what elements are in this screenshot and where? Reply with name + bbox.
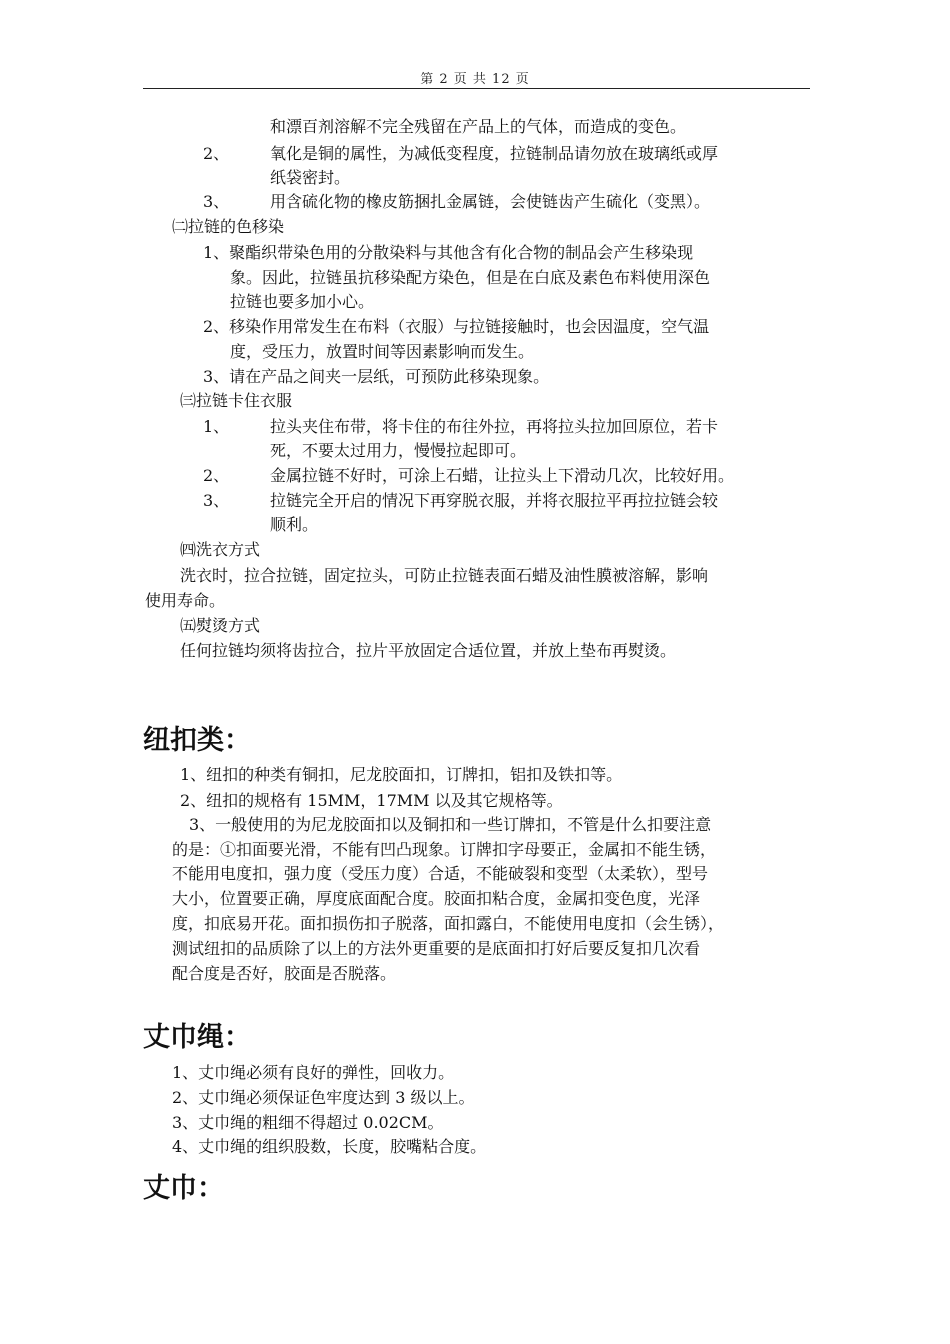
heading-scarf: 丈巾： [143, 1173, 224, 1204]
zipper-stuck-3-line-1: 拉链完全开启的情况下再穿脱衣服，并将衣服拉平再拉拉链会较 [270, 491, 719, 510]
section-heading-washing: ㈣洗衣方式 [180, 540, 261, 559]
zipper-item-2-line-1: 氧化是铜的属性，为减低变程度，拉链制品请勿放在玻璃纸或厚 [270, 144, 719, 163]
zipper-item-2-line-2: 纸袋密封。 [270, 168, 351, 187]
cord-item-1: 1、丈巾绳必须有良好的弹性，回收力。 [172, 1063, 455, 1082]
color-migration-2-line-1: 2、移染作用常发生在布料（衣服）与拉链接触时，也会因温度，空气温 [203, 317, 710, 336]
zipper-stuck-1-line-1: 拉头夹住布带，将卡住的布往外拉，再将拉头拉加回原位，若卡 [270, 417, 719, 436]
washing-line-2: 使用寿命。 [145, 591, 226, 610]
buttons-item-3-line-7: 配合度是否好，胶面是否脱落。 [172, 964, 397, 983]
zipper-item-number-2: 2、 [203, 144, 230, 163]
washing-line-1: 洗衣时，拉合拉链，固定拉头，可防止拉链表面石蜡及油性膜被溶解，影响 [180, 566, 709, 585]
buttons-item-3-line-3: 不能用电度扣，强力度（受压力度）合适，不能破裂和变型（太柔软），型号 [172, 864, 709, 883]
buttons-item-3-line-6: 测试纽扣的品质除了以上的方法外更重要的是底面扣打好后要反复扣几次看 [172, 939, 701, 958]
buttons-item-3-line-1: 3、一般使用的为尼龙胶面扣以及铜扣和一些订牌扣，不管是什么扣要注意 [189, 815, 712, 834]
zipper-stuck-3-line-2: 顺利。 [270, 515, 319, 534]
buttons-item-3-line-2: 的是：①扣面要光滑，不能有凹凸现象。订牌扣字母要正，金属扣不能生锈， [172, 840, 717, 859]
zipper-stuck-number-1: 1、 [203, 417, 230, 436]
color-migration-2-line-2: 度，受压力，放置时间等因素影响而发生。 [230, 342, 535, 361]
zipper-stuck-1-line-2: 死，不要太过用力，慢慢拉起即可。 [270, 441, 527, 460]
color-migration-1-line-2: 象。因此，拉链虽抗移染配方染色，但是在白底及素色布料使用深色 [230, 268, 711, 287]
heading-cord: 丈巾绳： [143, 1022, 251, 1053]
zipper-line-1: 和漂百剂溶解不完全残留在产品上的气体，而造成的变色。 [270, 117, 687, 136]
cord-item-3: 3、丈巾绳的粗细不得超过 0.02CM。 [172, 1113, 444, 1132]
heading-buttons: 纽扣类： [143, 725, 251, 756]
zipper-stuck-2: 金属拉链不好时，可涂上石蜡，让拉头上下滑动几次，比较好用。 [270, 466, 735, 485]
buttons-item-1: 1、纽扣的种类有铜扣，尼龙胶面扣，订牌扣，铝扣及铁扣等。 [180, 765, 623, 784]
zipper-item-number-3: 3、 [203, 192, 230, 211]
buttons-item-3-line-5: 度，扣底易开花。面扣损伤扣子脱落，面扣露白，不能使用电度扣（会生锈）， [172, 914, 725, 933]
zipper-item-3: 用含硫化物的橡皮筋捆扎金属链，会使链齿产生硫化（变黑）。 [270, 192, 711, 211]
cord-item-4: 4、丈巾绳的组织股数，长度，胶嘴粘合度。 [172, 1137, 487, 1156]
section-heading-color-migration: ㈡拉链的色移染 [172, 217, 285, 236]
color-migration-1-line-1: 1、聚酯织带染色用的分散染料与其他含有化合物的制品会产生移染现 [203, 243, 694, 262]
zipper-stuck-number-3: 3、 [203, 491, 230, 510]
buttons-item-3-line-4: 大小，位置要正确，厚度底面配合度。胶面扣粘合度，金属扣变色度，光泽 [172, 889, 701, 908]
color-migration-3: 3、请在产品之间夹一层纸，可预防此移染现象。 [203, 367, 550, 386]
section-heading-ironing: ㈤熨烫方式 [180, 616, 261, 635]
ironing-line-1: 任何拉链均须将齿拉合，拉片平放固定合适位置，并放上垫布再熨烫。 [180, 641, 677, 660]
header-divider [143, 88, 810, 89]
section-heading-zipper-stuck: ㈢拉链卡住衣服 [180, 391, 293, 410]
zipper-stuck-number-2: 2、 [203, 466, 230, 485]
page-number-header: 第 2 页 共 12 页 [420, 72, 530, 87]
buttons-item-2: 2、纽扣的规格有 15MM，17MM 以及其它规格等。 [180, 791, 563, 810]
color-migration-1-line-3: 拉链也要多加小心。 [230, 292, 375, 311]
cord-item-2: 2、丈巾绳必须保证色牢度达到 3 级以上。 [172, 1088, 475, 1107]
